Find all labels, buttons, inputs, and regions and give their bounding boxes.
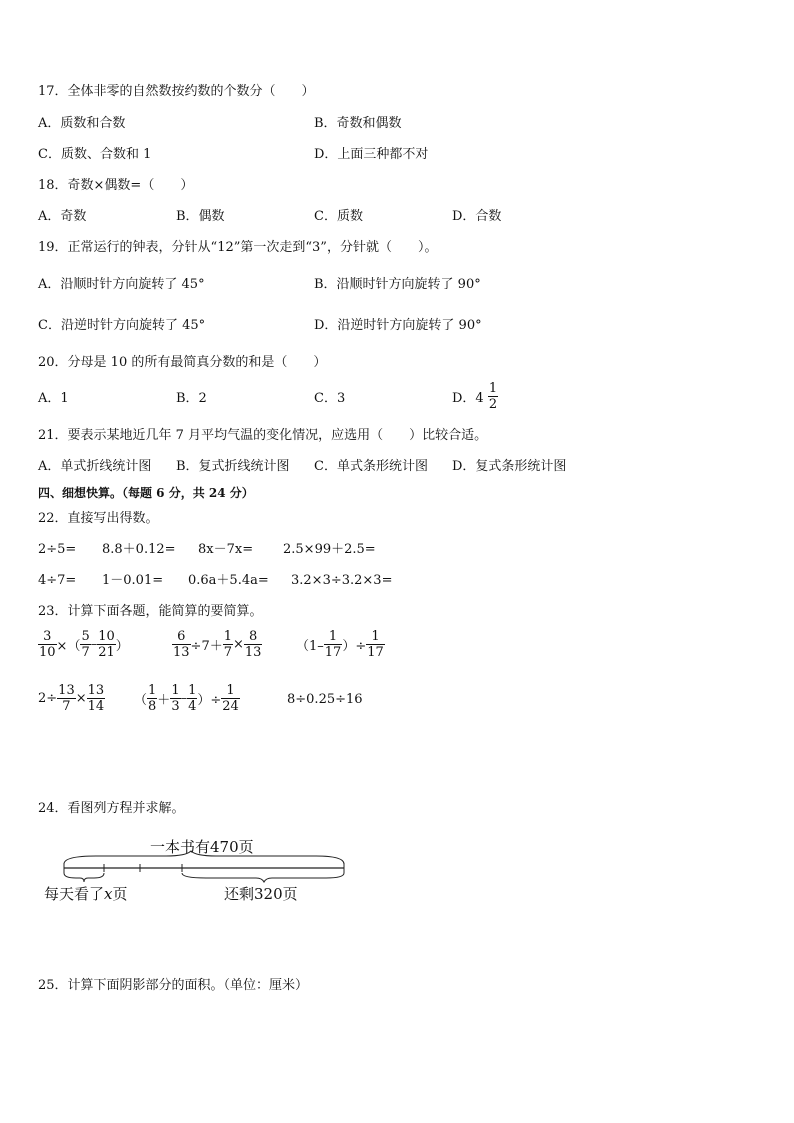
- top-brace: [64, 851, 344, 864]
- q20-option-c[interactable]: C．3: [314, 391, 346, 406]
- q20-option-d-fraction: $\frac{1}{2}$: [488, 381, 498, 412]
- segment-diagram: [36, 850, 348, 884]
- q21-option-b[interactable]: B．复式折线统计图: [176, 459, 290, 474]
- q19-option-a[interactable]: A．沿顺时针方向旋转了 45°: [38, 277, 205, 292]
- question-18-stem: 18．奇数×偶数=（ ）: [38, 178, 194, 193]
- q22-item: 1－0.01=: [102, 573, 164, 588]
- q17-option-c[interactable]: C．质数、合数和 1: [38, 147, 152, 162]
- q22-item: 2.5×99＋2.5=: [283, 542, 376, 557]
- q23-expression-2: $\frac{6}{13}$ ÷7＋ $\frac{1}{7}$ × $\frac{8}{13}$: [173, 629, 262, 660]
- q17-option-d[interactable]: D．上面三种都不对: [314, 147, 429, 162]
- q20-option-b[interactable]: B．2: [176, 391, 207, 406]
- q18-option-b[interactable]: B．偶数: [176, 209, 225, 224]
- q18-option-c[interactable]: C．质数: [314, 209, 363, 224]
- q22-item: 4÷7=: [38, 573, 77, 588]
- q19-option-b[interactable]: B．沿顺时针方向旋转了 90°: [314, 277, 481, 292]
- q23-expression-1: $\frac{3}{10}$ ×（ $\frac{5}{7}$ – $\frac{10}{21}$ ）: [39, 629, 129, 660]
- question-24-stem: 24．看图列方程并求解。: [38, 801, 185, 816]
- question-20-stem: 20．分母是 10 的所有最简真分数的和是（ ）: [38, 355, 327, 370]
- q23-expression-5: （ $\frac{1}{8}$ ＋ $\frac{1}{3}$ – $\frac{1}{4}$ ）÷ $\frac{1}{24}$: [134, 683, 239, 714]
- q22-item: 3.2×3÷3.2×3=: [291, 573, 393, 588]
- q22-item: 0.6a＋5.4a=: [188, 573, 269, 588]
- q21-option-a[interactable]: A．单式折线统计图: [38, 459, 152, 474]
- q21-option-c[interactable]: C．单式条形统计图: [314, 459, 428, 474]
- diagram-left-label: 每天看了x页: [44, 885, 128, 903]
- q20-option-d[interactable]: [452, 381, 498, 412]
- question-25-stem: 25．计算下面阴影部分的面积。（单位：厘米）: [38, 978, 309, 993]
- question-17-stem: 17．全体非零的自然数按约数的个数分（ ）: [38, 84, 315, 99]
- q22-item: 2÷5=: [38, 542, 77, 557]
- diagram-right-label: 还剩320页: [224, 885, 298, 903]
- q22-item: 8.8＋0.12=: [102, 542, 176, 557]
- question-19-stem: 19．正常运行的钟表，分针从“12”第一次走到“3”，分针就（ ）。: [38, 240, 438, 255]
- q20-option-d-label: D．4: [452, 391, 484, 406]
- question-23-stem: 23．计算下面各题，能简算的要简算。: [38, 604, 263, 619]
- q18-option-d[interactable]: D．合数: [452, 209, 502, 224]
- bottom-left-brace: [64, 873, 104, 882]
- q17-option-b[interactable]: B．奇数和偶数: [314, 116, 402, 131]
- q20-option-a[interactable]: A．1: [38, 391, 69, 406]
- q23-expression-3: （1– $\frac{1}{17}$ ）÷ $\frac{1}{17}$: [296, 629, 384, 660]
- q21-option-d[interactable]: D．复式条形统计图: [452, 459, 567, 474]
- q19-option-d[interactable]: D．沿逆时针方向旋转了 90°: [314, 318, 482, 333]
- q23-expression-4: 2÷ $\frac{13}{7}$ × $\frac{13}{14}$: [38, 683, 105, 714]
- question-21-stem: 21．要表示某地近几年 7 月平均气温的变化情况，应选用（ ）比较合适。: [38, 428, 488, 443]
- q18-option-a[interactable]: A．奇数: [38, 209, 87, 224]
- diagram-top-label: 一本书有470页: [150, 838, 254, 856]
- q19-option-c[interactable]: C．沿逆时针方向旋转了 45°: [38, 318, 206, 333]
- q17-option-a[interactable]: A．质数和合数: [38, 116, 126, 131]
- q23-expression-6: 8÷0.25÷16: [287, 692, 363, 707]
- question-22-stem: 22．直接写出得数。: [38, 511, 159, 526]
- section-4-title: 四、细想快算。（每题 6 分，共 24 分）: [38, 486, 254, 500]
- q22-item: 8x－7x=: [198, 542, 254, 557]
- bottom-right-brace: [182, 873, 344, 882]
